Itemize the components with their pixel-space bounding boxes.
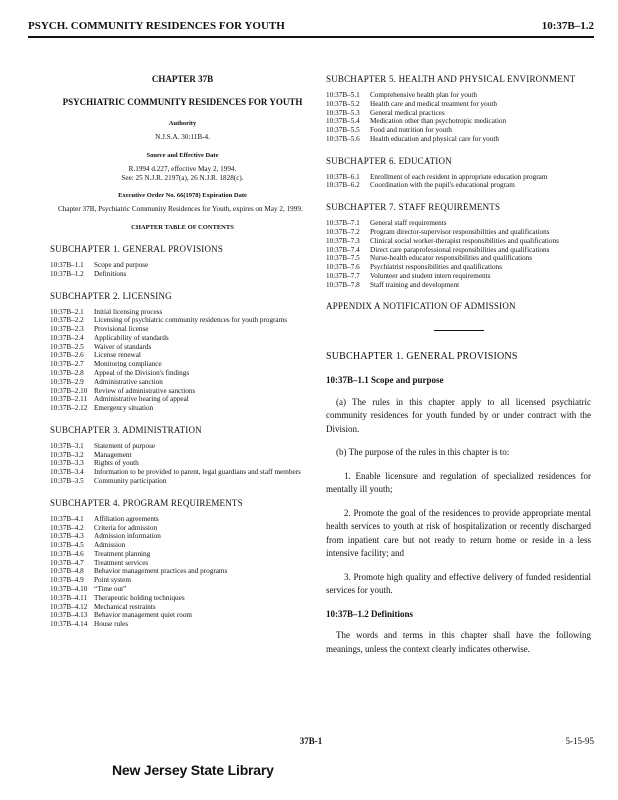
subchapter-1-heading: SUBCHAPTER 1. GENERAL PROVISIONS xyxy=(50,244,224,255)
subchapter-7-heading: SUBCHAPTER 7. STAFF REQUIREMENTS xyxy=(326,202,501,213)
source-line-2: See: 25 N.J.R. 2197(a), 26 N.J.R. 1828(c). xyxy=(121,173,244,182)
source-line-1: R.1994 d.227, effective May 2, 1994. xyxy=(128,164,237,173)
toc-entry-number: 10:37B–7.6 xyxy=(326,263,360,272)
section-1-1-b: (b) The purpose of the rules in this chapter is to: xyxy=(336,447,510,458)
toc-entry xyxy=(50,369,315,378)
subchapter-4-list xyxy=(50,515,315,629)
subchapter-2-list xyxy=(50,308,315,413)
toc-entry-number: 10:37B–5.4 xyxy=(326,117,360,126)
left-column xyxy=(50,74,315,629)
toc-entry-title: Rights of youth xyxy=(94,459,139,468)
toc-entry-title: Point system xyxy=(94,576,131,585)
subchapter-7-list xyxy=(326,219,591,289)
source-heading: Source and Effective Date xyxy=(146,151,219,159)
toc-entry-number: 10:37B–4.9 xyxy=(50,576,84,585)
body-subchapter-heading: SUBCHAPTER 1. GENERAL PROVISIONS xyxy=(326,351,518,363)
toc-entry xyxy=(50,532,315,541)
toc-entry-number: 10:37B–3.3 xyxy=(50,459,84,468)
toc-entry-title: “Time out” xyxy=(94,585,127,593)
toc-entry-number: 10:37B–4.2 xyxy=(50,523,84,532)
toc-entry-number: 10:37B–3.4 xyxy=(50,468,84,477)
header-section: 10:37B–1.2 xyxy=(541,20,594,32)
toc-entry-number: 10:37B–2.3 xyxy=(50,325,84,334)
toc-entry xyxy=(50,442,315,451)
toc-entry xyxy=(326,109,591,118)
toc-entry xyxy=(50,620,315,629)
toc-entry xyxy=(50,603,315,612)
toc-entry-number: 10:37B–4.13 xyxy=(50,611,88,620)
toc-entry-title: Health education and physical care for youth xyxy=(370,134,499,143)
page-number: 37B-1 xyxy=(299,736,323,746)
toc-entry xyxy=(50,316,315,325)
toc-entry-title: Behavior management quiet room xyxy=(94,611,192,620)
toc-entry-number: 10:37B–7.7 xyxy=(326,271,360,280)
toc-entry-title: License renewal xyxy=(94,351,141,360)
toc-entry-title: General staff requirements xyxy=(370,219,447,228)
toc-entry xyxy=(326,237,591,246)
toc-entry xyxy=(50,404,315,413)
toc-entry-title: Waiver of standards xyxy=(94,342,152,351)
toc-entry-number: 10:37B–3.5 xyxy=(50,477,84,485)
toc-entry-title: Community participation xyxy=(94,477,167,485)
toc-entry xyxy=(326,219,591,228)
subchapter-3-heading: SUBCHAPTER 3. ADMINISTRATION xyxy=(50,424,202,435)
toc-entry-number: 10:37B–2.4 xyxy=(50,333,84,342)
subchapter-3-list xyxy=(50,442,315,486)
toc-entry-title: Applicability of standards xyxy=(94,333,169,342)
toc-entry xyxy=(326,91,591,100)
toc-entry-number: 10:37B–5.5 xyxy=(326,126,360,135)
toc-entry xyxy=(50,459,315,468)
toc-entry xyxy=(50,378,315,387)
library-stamp: New Jersey State Library xyxy=(112,762,274,778)
toc-entry-title: Definitions xyxy=(94,269,127,278)
header-title: PSYCH. COMMUNITY RESIDENCES FOR YOUTH xyxy=(28,20,285,32)
toc-entry-number: 10:37B–1.1 xyxy=(50,261,84,269)
footer-date: 5-15-95 xyxy=(565,736,594,746)
toc-entry-number: 10:37B–2.1 xyxy=(50,307,84,316)
toc-entry-title: Behavior management practices and programs xyxy=(94,567,228,576)
toc-entry-number: 10:37B–2.12 xyxy=(50,404,88,413)
toc-entry-number: 10:37B–6.1 xyxy=(326,172,360,181)
toc-entry xyxy=(326,254,591,263)
toc-entry-title: Admission information xyxy=(94,532,161,541)
toc-entry xyxy=(50,611,315,620)
section-1-1-heading: 10:37B–1.1 Scope and purpose xyxy=(326,375,444,386)
toc-entry xyxy=(326,181,591,190)
toc-entry-title: Affiliation agreements xyxy=(94,514,159,523)
section-1-1-a: (a) The rules in this chapter apply to all licensed psychiatric community residences for youth funded by or under contract with the Division. xyxy=(326,396,591,434)
toc-entry-number: 10:37B–7.8 xyxy=(326,280,360,289)
toc-entry-title: Enrollment of each resident in appropriate education program xyxy=(370,172,548,181)
toc-entry-title: Admission xyxy=(94,541,126,550)
toc-entry-number: 10:37B–4.5 xyxy=(50,541,84,550)
toc-entry-title: Review of administrative sanctions xyxy=(94,386,196,395)
body-text xyxy=(326,349,591,656)
toc-entry-number: 10:37B–2.6 xyxy=(50,351,84,360)
toc-entry xyxy=(50,325,315,334)
authority-heading: Authority xyxy=(168,120,197,128)
toc-entry-number: 10:37B–3.1 xyxy=(50,441,84,450)
toc-entry xyxy=(326,272,591,281)
subchapter-4-heading: SUBCHAPTER 4. PROGRAM REQUIREMENTS xyxy=(50,497,243,508)
toc-entry-number: 10:37B–4.6 xyxy=(50,549,84,558)
toc-entry-title: Food and nutrition for youth xyxy=(370,126,452,135)
toc-entry-title: Treatment services xyxy=(94,558,149,567)
toc-entry-title: Provisional license xyxy=(94,325,149,334)
toc-entry-title: Appeal of the Division's findings xyxy=(94,369,190,377)
subchapter-6-heading: SUBCHAPTER 6. EDUCATION xyxy=(326,155,452,166)
toc-entry xyxy=(326,126,591,135)
toc-entry xyxy=(326,246,591,255)
toc-entry-number: 10:37B–7.4 xyxy=(326,245,360,254)
toc-entry-number: 10:37B–4.10 xyxy=(50,585,88,593)
toc-entry xyxy=(50,594,315,603)
subchapter-6-list xyxy=(326,173,591,191)
toc-entry-number: 10:37B–2.8 xyxy=(50,369,84,377)
toc-entry-title: Criteria for admission xyxy=(94,523,158,532)
toc-entry-title: Management xyxy=(94,450,132,459)
toc-entry-title: General medical practices xyxy=(370,108,445,117)
toc-entry-number: 10:37B–7.2 xyxy=(326,227,360,236)
chapter-title: PSYCHIATRIC COMMUNITY RESIDENCES FOR YOUTH xyxy=(62,96,303,107)
toc-entry xyxy=(50,351,315,360)
subchapter-5-heading: SUBCHAPTER 5. HEALTH AND PHYSICAL ENVIRONMENT xyxy=(326,74,576,84)
toc-entry xyxy=(50,585,315,594)
toc-entry xyxy=(50,524,315,533)
toc-entry xyxy=(50,270,315,279)
toc-entry-title: Statement of purpose xyxy=(94,441,156,450)
executive-order-heading: Executive Order No. 66(1978) Expiration Date xyxy=(118,192,247,200)
subchapter-5-list xyxy=(326,91,591,144)
toc-entry xyxy=(50,395,315,404)
toc-entry-title: Clinical social worker-therapist responsibilities and qualifications xyxy=(370,236,559,245)
toc-entry-number: 10:37B–2.5 xyxy=(50,342,84,351)
appendix-heading: APPENDIX A NOTIFICATION OF ADMISSION xyxy=(326,301,516,312)
section-1-1-b3: 3. Promote high quality and effective delivery of funded residential services for youth. xyxy=(326,571,591,596)
subchapter-1-list xyxy=(50,261,315,279)
section-1-2-heading: 10:37B–1.2 Definitions xyxy=(326,608,414,619)
toc-entry-number: 10:37B–5.2 xyxy=(326,99,360,108)
toc-entry-number: 10:37B–2.11 xyxy=(50,395,88,404)
toc-entry-number: 10:37B–2.7 xyxy=(50,360,84,369)
toc-entry xyxy=(50,468,315,477)
toc-entry-title: Direct care paraprofessional responsibilities and qualifications xyxy=(370,245,550,254)
toc-entry-number: 10:37B–4.7 xyxy=(50,558,84,567)
toc-entry-title: Program director-supervisor responsibilities and qualifications xyxy=(370,227,550,236)
toc-entry-title: Treatment planning xyxy=(94,549,151,558)
toc-entry xyxy=(326,135,591,144)
toc-entry-title: Psychiatrist responsibilities and qualifications xyxy=(370,263,502,272)
toc-entry xyxy=(326,100,591,109)
toc-entry-number: 10:37B–7.3 xyxy=(326,236,360,245)
toc-entry xyxy=(50,541,315,550)
toc-heading: CHAPTER TABLE OF CONTENTS xyxy=(131,224,234,232)
toc-entry xyxy=(50,576,315,585)
toc-entry xyxy=(326,117,591,126)
executive-order-text: Chapter 37B, Psychiatric Community Residences for Youth, expires on May 2, 1999. xyxy=(58,205,303,214)
toc-entry-title: Medication other than psychotropic medication xyxy=(370,117,507,126)
toc-entry xyxy=(50,261,315,270)
toc-entry-title: Emergency situation xyxy=(94,404,154,413)
toc-entry-title: Administrative sanction xyxy=(94,377,163,386)
toc-entry-number: 10:37B–2.10 xyxy=(50,386,88,395)
toc-entry-title: Monitoring compliance xyxy=(94,360,162,369)
toc-entry-title: Initial licensing process xyxy=(94,307,163,316)
toc-entry-number: 10:37B–7.5 xyxy=(326,254,360,263)
toc-entry-number: 10:37B–6.2 xyxy=(326,181,360,190)
toc-entry-title: Therapeutic holding techniques xyxy=(94,593,185,602)
toc-entry xyxy=(50,550,315,559)
toc-entry xyxy=(326,263,591,272)
toc-entry xyxy=(326,173,591,182)
toc-entry-number: 10:37B–2.2 xyxy=(50,316,84,325)
toc-entry-number: 10:37B–4.11 xyxy=(50,593,88,602)
right-column xyxy=(326,74,591,666)
toc-entry-title: Coordination with the pupil's educational program xyxy=(370,181,515,190)
toc-entry-number: 10:37B–2.9 xyxy=(50,377,84,386)
toc-entry xyxy=(50,308,315,317)
toc-entry-number: 10:37B–4.8 xyxy=(50,567,84,576)
toc-entry-number: 10:37B–3.2 xyxy=(50,450,84,459)
toc-entry xyxy=(50,477,315,486)
section-1-1-b1: 1. Enable licensure and regulation of specialized residences for mentally ill youth; xyxy=(326,470,591,495)
authority-text: N.J.S.A. 30:11B-4. xyxy=(155,133,210,142)
toc-entry-number: 10:37B–5.6 xyxy=(326,134,360,143)
toc-entry-number: 10:37B–5.1 xyxy=(326,90,360,99)
toc-entry xyxy=(50,451,315,460)
toc-entry xyxy=(50,567,315,576)
toc-entry-title: Administrative hearing of appeal xyxy=(94,395,189,404)
toc-entry xyxy=(50,334,315,343)
toc-entry xyxy=(50,515,315,524)
toc-entry-title: Nurse-health educator responsibilities and qualifications xyxy=(370,254,533,263)
subchapter-2-heading: SUBCHAPTER 2. LICENSING xyxy=(50,290,172,301)
toc-entry-number: 10:37B–7.1 xyxy=(326,219,360,228)
toc-entry-title: Volunteer and student intern requirements xyxy=(370,271,491,280)
toc-entry-title: Comprehensive health plan for youth xyxy=(370,90,477,99)
toc-entry-title: Health care and medical treatment for youth xyxy=(370,99,497,108)
toc-entry-title: Information to be provided to parent, legal guardians and staff members xyxy=(94,468,301,477)
toc-entry-number: 10:37B–1.2 xyxy=(50,269,84,278)
toc-entry-number: 10:37B–4.1 xyxy=(50,514,84,523)
section-1-1-b2: 2. Promote the goal of the residences to provide appropriate mental health services to youth at risk of hospitalization or recently discharged from inpatient care but not ready to return home or reside in a less intensive facility; and xyxy=(326,507,591,559)
section-1-2-text: The words and terms in this chapter shall have the following meanings, unless the context clearly indicates otherwise. xyxy=(326,630,591,654)
toc-entry xyxy=(50,343,315,352)
toc-entry-number: 10:37B–5.3 xyxy=(326,108,360,117)
running-header xyxy=(28,18,594,38)
section-divider xyxy=(434,330,484,331)
toc-entry-number: 10:37B–4.14 xyxy=(50,620,88,629)
toc-entry xyxy=(50,387,315,396)
toc-entry-title: Scope and purpose xyxy=(94,261,149,269)
toc-entry-title: Licensing of psychiatric community residences for youth programs xyxy=(94,316,288,325)
toc-entry-title: Staff training and development xyxy=(370,280,460,289)
toc-entry xyxy=(50,559,315,568)
toc-entry xyxy=(50,360,315,369)
toc-entry-title: House rules xyxy=(94,620,129,629)
toc-entry-number: 10:37B–4.3 xyxy=(50,532,84,541)
toc-entry xyxy=(326,228,591,237)
chapter-number: CHAPTER 37B xyxy=(151,74,214,84)
toc-entry-number: 10:37B–4.12 xyxy=(50,602,88,611)
toc-entry xyxy=(326,281,591,290)
toc-entry-title: Mechanical restraints xyxy=(94,602,156,611)
